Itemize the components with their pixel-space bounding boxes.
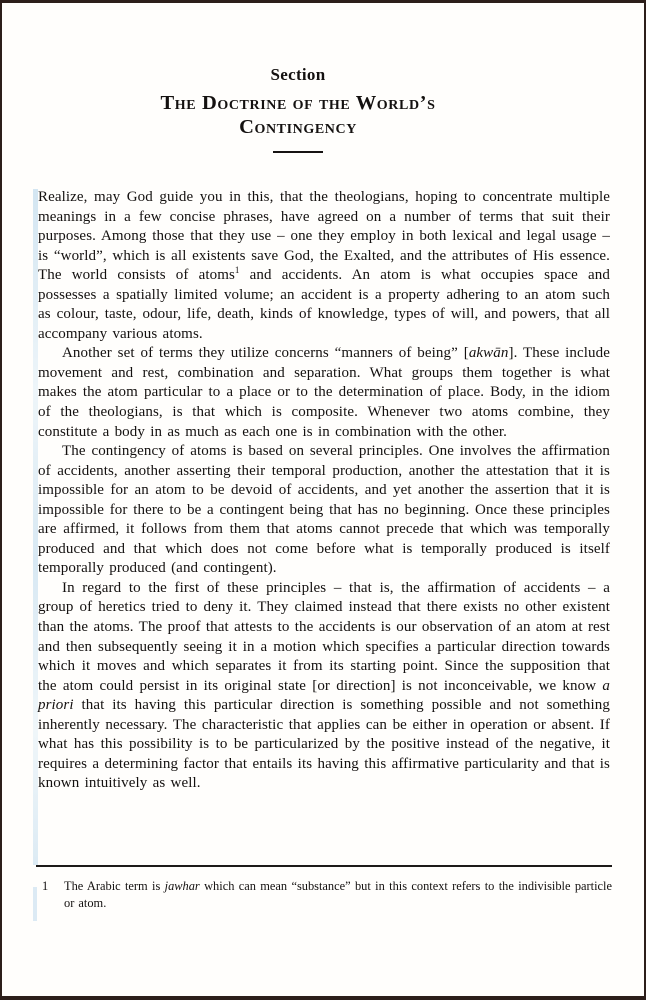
text-run: Realize, may God guide you in this, that the theologians, hoping to concentrate multiple meanings in a few concise phrases, have agreed on a number of terms that suit their purposes. Among those that they use – one they employ in both lexical and legal usage – is “world”, which is all existents save God, the Exalted, and the attributes of His essence. The world consists of atoms: [38, 189, 610, 284]
italic-term: akwān: [468, 345, 509, 362]
body-text: [38, 188, 610, 794]
page-heading: [0, 65, 619, 153]
chapter-title-line1: The Doctrine of the World’s: [160, 92, 436, 114]
footnote-text: [64, 878, 612, 913]
paragraph: [38, 344, 610, 442]
text-run: The contingency of atoms is based on several principles. One involves the affirmation of accidents, another asserting their temporal production, another the attestation that it is impossible for an atom to be devoid of accidents, and yet another the assertion that it is impossible for there to be a contingent being that has no beginning. Once these principles are affirmed, it follows from them that atoms cannot precede that which was temporally produced and that which does not come before what is temporally produced is itself temporally produced (and contingent).: [38, 443, 610, 577]
text-run: The Arabic term is: [64, 879, 165, 893]
italic-term: jawhar: [164, 879, 200, 893]
chapter-title-line2: Contingency: [239, 115, 357, 138]
section-label: Section: [270, 65, 326, 84]
text-run: and accidents. An atom is what occupies space and possesses a spatially limited volume; an accident is a property adhering to an atom such as colour, taste, odour, life, death, kinds of knowledge, types of will, and powers, that all accompany various atoms.: [38, 267, 610, 342]
text-run: In regard to the first of these principles – that is, the affirmation of accidents – a group of heretics tried to deny it. They claimed instead that there exists no other existent than the atoms. The proof that attests to the accidents is our observation of an atom at rest and then subsequently seeing it in a motion which specifies a particular direction towards which it moves and which separates it from its starting point. Since the supposition that the atom could persist in its original state [or direction] is not inconceivable, we know: [38, 579, 610, 694]
footnote-marker: 1: [42, 879, 49, 893]
italic-term: a priori: [38, 677, 610, 714]
text-run: which can mean “substance” but in this context refers to the indivisible particle or atom.: [64, 879, 612, 911]
footnote-divider: [36, 865, 612, 867]
paragraph: [38, 188, 610, 344]
footnote-area: [36, 865, 612, 913]
footnote-reference: 1: [234, 265, 240, 276]
paragraph: [38, 579, 610, 794]
footnote: [36, 878, 612, 913]
paragraph: [38, 442, 610, 579]
chapter-title: [0, 92, 619, 139]
text-run: ]. These include movement and rest, combination and separation. What groups them together is what makes the atom particular to a place or to the determination of place. Body, in the idiom of the theologians, is that which is composite. Whenever two atoms combine, they constitute a body in as much as each one is in combination with the other.: [38, 345, 611, 440]
heading-rule: [273, 151, 323, 153]
text-run: Another set of terms they utilize concerns “manners of being” [: [62, 345, 469, 362]
text-run: that its having this particular direction is something possible and not something inherently necessary. The characteristic that applies can be either in operation or absent. If what has this possibility is to be particularized by the positive instead of the negative, it requires a determining factor that entails its having this affirmative particularity and that is known intuitively as well.: [38, 697, 610, 792]
